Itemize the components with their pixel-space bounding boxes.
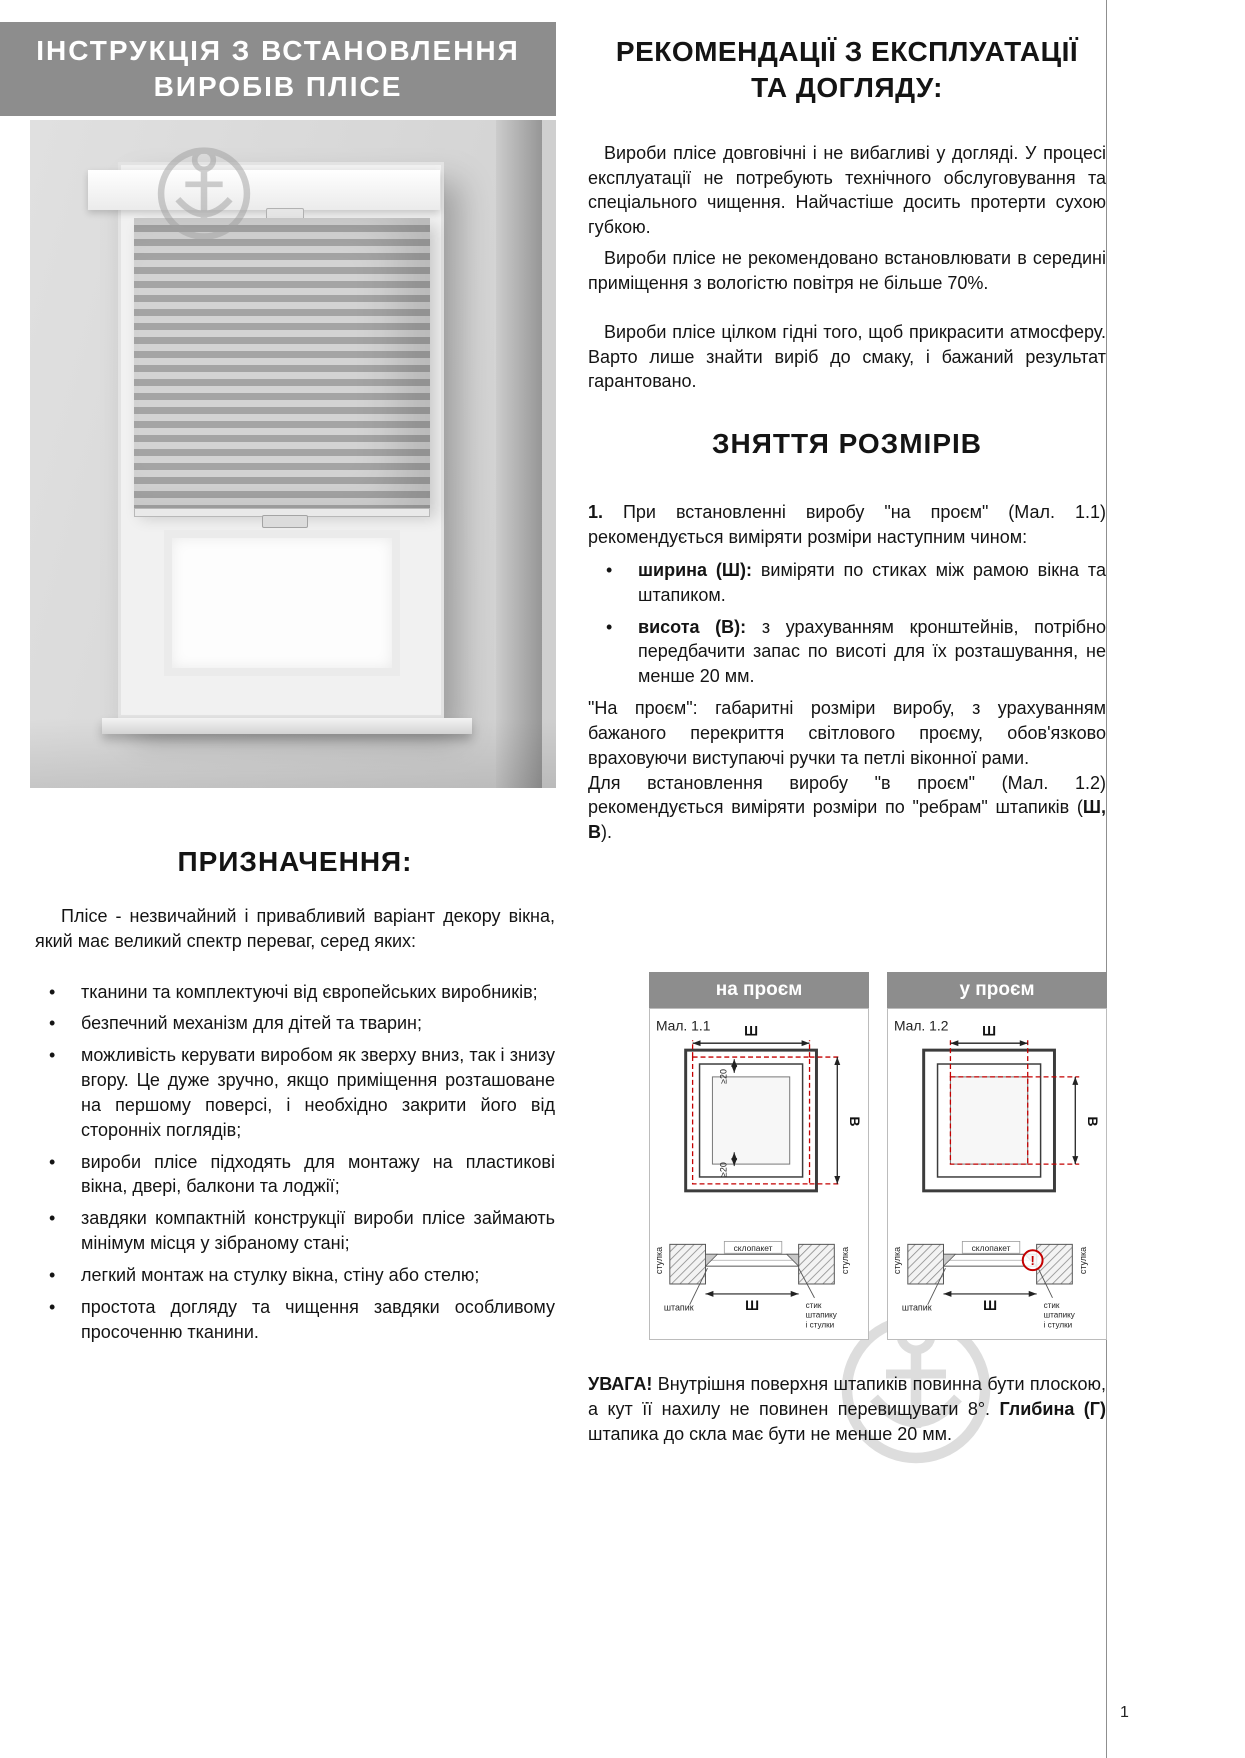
- svg-text:стик: стик: [805, 1300, 822, 1310]
- purpose-bullet: • можливість керувати виробом як зверху вниз, так і знизу вгору. Це дуже зручно, якщо приміщення розташоване на першому поверсі, і необхідно закрити його від сторонніх поглядів;: [35, 1043, 555, 1142]
- v-proem-paragraph: [588, 771, 1106, 845]
- purpose-bullet: • вироби плісе підходять для монтажу на пластикові вікна, двері, балкони та лоджії;: [35, 1150, 555, 1200]
- warning-depth-label: Глибина (Г): [999, 1398, 1106, 1419]
- figure-label: Мал. 1.2: [893, 1017, 949, 1034]
- diagram-u-proem-header: у проєм: [887, 972, 1107, 1008]
- window-outline: [686, 1050, 817, 1191]
- svg-text:Ш: Ш: [982, 1022, 997, 1039]
- warning-label: УВАГА!: [588, 1374, 653, 1394]
- cross-section: [654, 1241, 850, 1329]
- purpose-section: [35, 846, 555, 1351]
- svg-text:і стулки: і стулки: [1043, 1320, 1073, 1330]
- diagram-u-proem-figure: [888, 1009, 1106, 1339]
- svg-text:≥20: ≥20: [718, 1069, 729, 1084]
- care-paragraph: Вироби плісе довговічні і не вибагливі у догляді. У процесі експлуатації не потребують технічного обслуговування та спеціального чищення. Найчастіше досить протерти сухою губкою.: [588, 142, 1106, 238]
- page-edge-rule: [1106, 0, 1107, 1758]
- purpose-bullet: • безпечний механізм для дітей та тварин;: [35, 1011, 555, 1036]
- svg-text:стулка: стулка: [840, 1246, 851, 1275]
- width-text: виміряти по стиках між рамою вікна та штапиком.: [638, 559, 1106, 605]
- purpose-bullet: • простота догляду та чищення завдяки особливому просоченню тканини.: [35, 1295, 555, 1345]
- left-header-line1: ІНСТРУКЦІЯ З ВСТАНОВЛЕННЯ: [36, 34, 520, 66]
- cross-section: [892, 1241, 1088, 1329]
- care-title-line2: ТА ДОГЛЯДУ:: [751, 72, 943, 104]
- diagram-u-proem: [887, 972, 1107, 1340]
- v-proem-bold: Ш, В: [588, 797, 1106, 843]
- svg-text:склопакет: склопакет: [733, 1242, 773, 1253]
- warning-paragraph: [588, 1372, 1106, 1446]
- svg-text:штапику: штапику: [805, 1310, 837, 1320]
- care-paragraph: Вироби плісе цілком гідні того, щоб прикрасити атмосферу. Варто лише знайти виріб до смаку, і бажаний результат гарантовано.: [588, 321, 1106, 392]
- left-header-banner: [0, 22, 556, 116]
- svg-text:склопакет: склопакет: [971, 1242, 1011, 1253]
- svg-text:штапик: штапик: [901, 1302, 932, 1313]
- shade-top-rail: [88, 170, 440, 210]
- width-dimension: [950, 1022, 1027, 1043]
- purpose-bullet-list: [35, 980, 555, 1345]
- diagram-na-proem: [649, 972, 869, 1340]
- svg-text:і стулки: і стулки: [805, 1320, 835, 1330]
- care-paragraph: Вироби плісе не рекомендовано встановлювати в середині приміщення з вологістю повітря не більше 70%.: [588, 248, 1106, 293]
- svg-text:стулка: стулка: [1078, 1246, 1089, 1275]
- sizing-step1-number: 1.: [588, 502, 604, 523]
- svg-text:Ш: Ш: [745, 1296, 760, 1313]
- purpose-title: ПРИЗНАЧЕННЯ:: [177, 846, 413, 877]
- width-label: ширина (Ш):: [638, 559, 752, 580]
- svg-text:≥20: ≥20: [718, 1162, 729, 1177]
- height-label: висота (В):: [638, 616, 747, 637]
- page-number: 1: [1120, 1704, 1129, 1721]
- svg-text:Ш: Ш: [744, 1022, 759, 1039]
- svg-text:стулка: стулка: [653, 1246, 664, 1275]
- warning-exclamation-icon: !: [1030, 1253, 1035, 1269]
- na-proem-paragraph: "На проєм": габаритні розміри виробу, з урахуванням бажаного перекриття світлового проєму, обов'язково враховуючи виступаючі ручки та петлі віконної рами.: [588, 698, 1106, 768]
- v-proem-text1: Для встановлення виробу "в проєм" (Мал. 1.2) рекомендується виміряти розміри по "ребрам" штапиків (: [588, 772, 1106, 818]
- purpose-intro: Плісе - незвичайний і привабливий варіант декору вікна, який має великий спектр переваг, серед яких:: [35, 906, 555, 951]
- v-proem-text2: ).: [601, 822, 612, 843]
- svg-text:штапик: штапик: [663, 1302, 694, 1313]
- sizing-title: ЗНЯТТЯ РОЗМІРІВ: [711, 428, 983, 460]
- sizing-bullet-width: [588, 558, 1106, 608]
- shade-handle: [262, 515, 308, 528]
- wall-shadow-band: [496, 120, 542, 788]
- care-title: [588, 34, 1106, 107]
- svg-text:стик: стик: [1043, 1300, 1060, 1310]
- diagram-na-proem-header: на проєм: [649, 972, 869, 1008]
- warning-text1: Внутрішня поверхня штапиків повинна бути плоскою, а кут її нахилу не повинен перевищувати 8°.: [588, 1374, 1106, 1419]
- sizing-step1: [588, 500, 1106, 550]
- pleated-shade: [134, 218, 430, 510]
- window-outline: [924, 1050, 1055, 1191]
- window-illustration: [30, 120, 556, 788]
- care-title-line1: РЕКОМЕНДАЦІЇ З ЕКСПЛУАТАЦІЇ: [615, 36, 1079, 67]
- purpose-bullet: • завдяки компактній конструкції вироби плісе займають мінімум місця у зібраному стані;: [35, 1206, 555, 1256]
- purpose-bullet: • легкий монтаж на стулку вікна, стіну або стелю;: [35, 1263, 555, 1288]
- sizing-step1-text: При встановленні виробу "на проєм" (Мал. 1.1) рекомендується виміряти розміри наступним чином:: [588, 502, 1106, 548]
- sizing-bullet-list: [588, 558, 1106, 689]
- left-header-line2: ВИРОБІВ ПЛІСЕ: [153, 71, 403, 102]
- height-dimension: [1075, 1077, 1101, 1164]
- diagram-na-proem-figure: [650, 1009, 868, 1339]
- wall-edge: [542, 120, 556, 788]
- svg-text:В: В: [847, 1116, 864, 1127]
- height-dimension: [837, 1057, 863, 1184]
- figure-label: Мал. 1.1: [655, 1017, 711, 1034]
- svg-text:стулка: стулка: [891, 1246, 902, 1275]
- care-and-sizing-column: [588, 34, 1106, 845]
- sizing-bullet-height: [588, 615, 1106, 689]
- window-glass: [164, 530, 400, 676]
- window-sill: [102, 718, 472, 734]
- warning-text2: штапика до скла має бути не менше 20 мм.: [588, 1423, 952, 1444]
- height-text: з урахуванням кронштейнів, потрібно передбачити запас по висоті для їх розташування, не менше 20 мм.: [638, 616, 1106, 687]
- svg-text:штапику: штапику: [1043, 1310, 1075, 1320]
- svg-text:Ш: Ш: [983, 1296, 998, 1313]
- svg-text:В: В: [1085, 1116, 1102, 1127]
- brand-watermark-icon: [148, 132, 260, 244]
- purpose-bullet: • тканини та комплектуючі від європейських виробників;: [35, 980, 555, 1005]
- measurement-diagrams: [649, 972, 1107, 1340]
